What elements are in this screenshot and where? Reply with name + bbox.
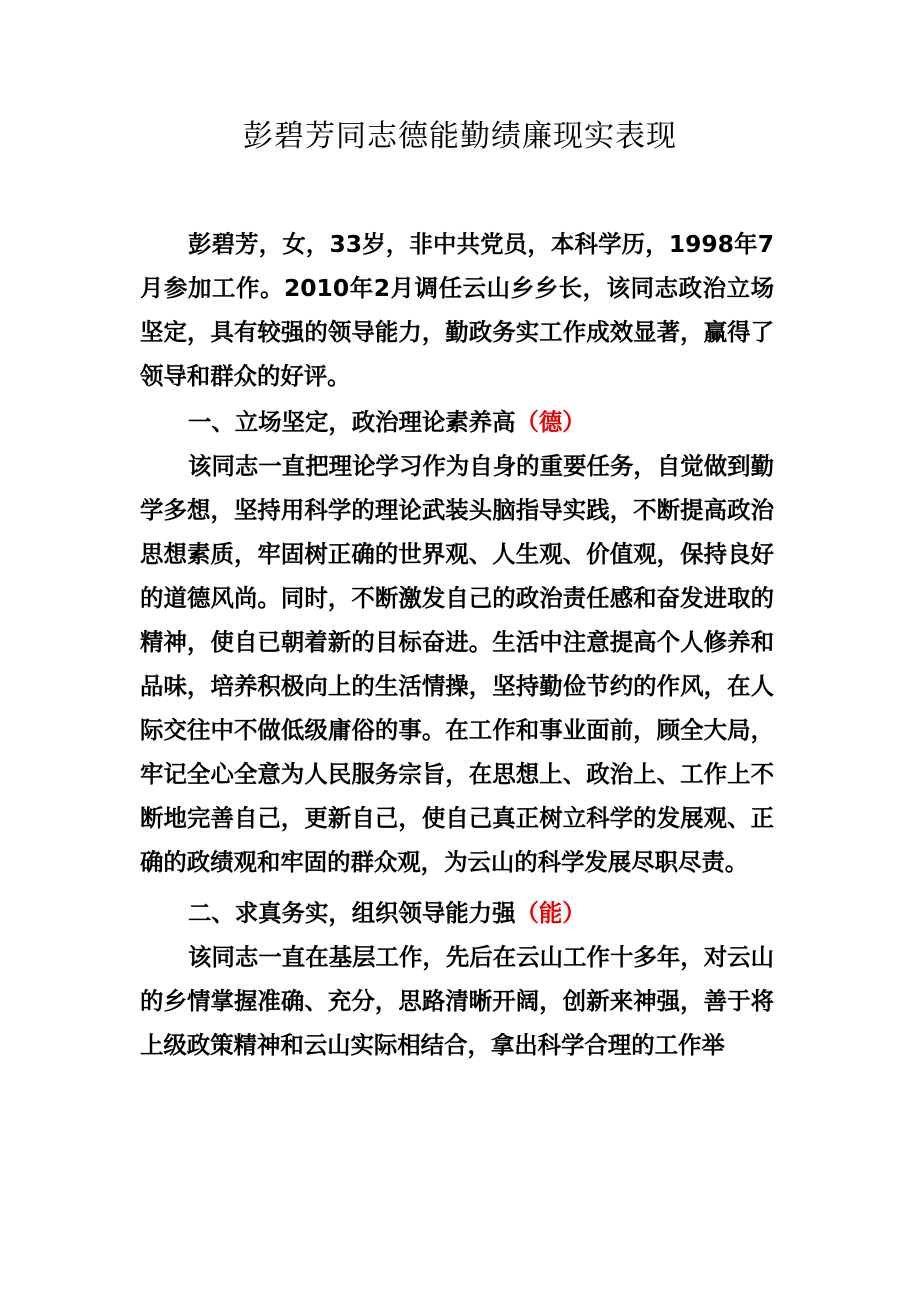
section-heading-text: 二、求真务实，组织领导能力强 [188,899,516,927]
section-body-virtue: 该同志一直把理论学习作为自身的重要任务，自觉做到勤学多想，坚持用科学的理论武装头脑指导实践，不断提高政治思想素质，牢固树正确的世界观、人生观、价值观，保持良好的道德风尚。同时，不断激发自己的政治责任感和奋发进取的精神，使自已朝着新的目标奋进。生活中注意提高个人修养和品味，培养积极向上的生活情操，坚持勤俭节约的作风，在人际交往中不做低级庸俗的事。在工作和事业面前，顾全大局，牢记全心全意为人民服务宗旨，在思想上、政治上、工作上不断地完善自己，更新自己，使自己真正树立科学的发展观、正确的政绩观和牢固的群众观，为云山的科学发展尽职尽责。 [140,452,774,876]
section-heading-ability [140,891,774,935]
section-tag: （德） [515,408,586,436]
section-heading-text: 一、立场坚定，政治理论素养高 [188,408,516,436]
section-heading-virtue [140,400,774,444]
page-title: 彭碧芳同志德能勤绩廉现实表现 [243,119,677,154]
intro-paragraph: 彭碧芳，女，33岁，非中共党员，本科学历，1998年7月参加工作。2010年2月调任云山乡乡长，该同志政治立场坚定，具有较强的领导能力，勤政务实工作成效显著，赢得了领导和群众的好评。 [140,230,774,390]
document-body [140,222,774,1067]
section-tag: （能） [515,899,586,927]
section-body-ability: 该同志一直在基层工作，先后在云山工作十多年，对云山的乡情掌握准确、充分，思路清晰开阔，创新来神强，善于将上级政策精神和云山实际相结合，拿出科学合理的工作举 [140,943,774,1059]
